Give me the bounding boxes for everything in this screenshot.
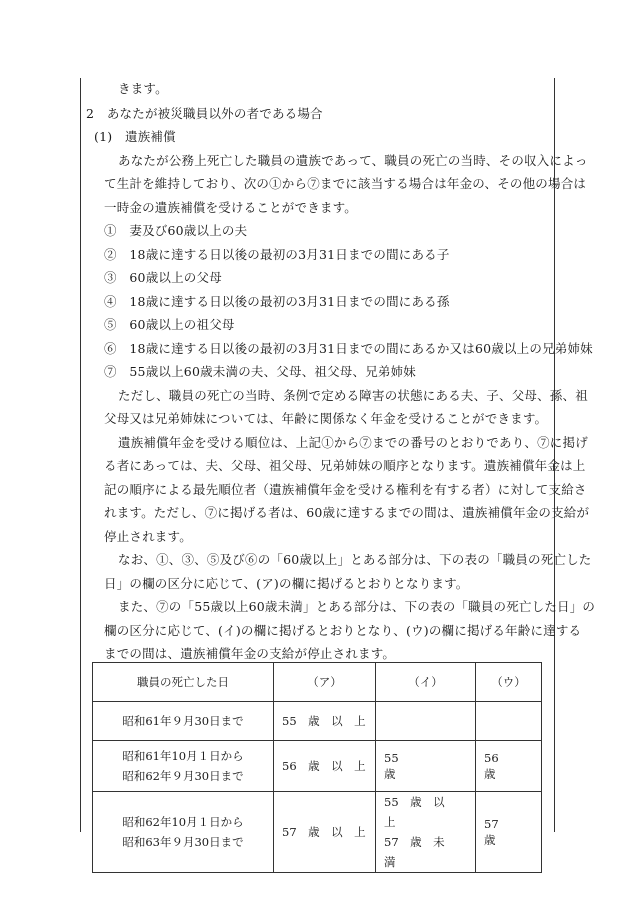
list-item: ⑥ 18歳に達する日以後の最初の3月31日までの間にあるか又は60歳以上の兄弟姉妹 bbox=[104, 341, 593, 356]
text-line: あなたが公務上死亡した職員の遺族であって、職員の死亡の当時、その収入によっ bbox=[118, 153, 588, 168]
table-cell-a: 55 歳 以 上 bbox=[274, 702, 376, 741]
list-item: ⑤ 60歳以上の祖父母 bbox=[104, 317, 235, 332]
section-heading: 2 あなたが被災職員以外の者である場合 bbox=[86, 106, 323, 121]
text-line: ただし、職員の死亡の当時、条例で定める障害の状態にある夫、子、父母、孫、祖 bbox=[118, 388, 588, 403]
text-line: 遺族補償年金を受ける順位は、上記①から⑦までの番号のとおりであり、⑦に掲げ bbox=[118, 435, 588, 450]
text-line: 停止されます。 bbox=[104, 529, 192, 544]
list-item: ③ 60歳以上の父母 bbox=[104, 270, 222, 285]
text-line: る者にあっては、夫、父母、祖父母、兄弟姉妹の順序となります。遺族補償年金は上 bbox=[104, 458, 586, 473]
table-cell-c bbox=[476, 702, 542, 741]
table-cell-date bbox=[93, 741, 274, 792]
list-item: ⑦ 55歳以上60歳未満の夫、父母、祖父母、兄弟姉妹 bbox=[104, 364, 417, 379]
table-cell-a: 57 歳 以 上 bbox=[274, 792, 376, 873]
age-table bbox=[92, 662, 542, 873]
table-header: （ア） bbox=[274, 663, 376, 702]
text-line: れます。ただし、⑦に掲げる者は、60歳に達するまでの間は、遺族補償年金の支給が bbox=[104, 505, 590, 520]
age-range-upper: 57 歳 未 満 bbox=[384, 835, 457, 869]
table-header: （ウ） bbox=[476, 663, 542, 702]
text-line: また、⑦の「55歳以上60歳未満」とある部分は、下の表の「職員の死亡した日」の bbox=[118, 599, 596, 614]
table-row bbox=[93, 741, 542, 792]
table-cell-date: 昭和61年９月30日まで bbox=[93, 702, 274, 741]
list-item: ④ 18歳に達する日以後の最初の3月31日までの間にある孫 bbox=[104, 294, 450, 309]
table-cell-date bbox=[93, 792, 274, 873]
list-item: ② 18歳に達する日以後の最初の3月31日までの間にある子 bbox=[104, 247, 450, 262]
table-cell-b bbox=[376, 702, 476, 741]
text-line: までの間は、遺族補償年金の支給が停止されます。 bbox=[104, 646, 396, 661]
text-line: 父母又は兄弟姉妹については、年齢に関係なく年金を受けることができます。 bbox=[104, 411, 548, 426]
table-header: （イ） bbox=[376, 663, 476, 702]
date-from: 昭和62年10月１日から bbox=[122, 815, 244, 829]
table-cell-c: 57 歳 bbox=[476, 792, 542, 873]
date-to: 昭和63年９月30日まで bbox=[122, 835, 244, 849]
text-line: 一時金の遺族補償を受けることができます。 bbox=[104, 200, 358, 215]
text-line: 欄の区分に応じて、(イ)の欄に掲げるとおりとなり、(ウ)の欄に掲げる年齢に達する bbox=[104, 623, 582, 638]
table-cell-b bbox=[376, 792, 476, 873]
table-cell-b: 55 歳 bbox=[376, 741, 476, 792]
text-line: きます。 bbox=[118, 81, 168, 96]
table-row bbox=[93, 702, 542, 741]
table-header-row bbox=[93, 663, 542, 702]
subsection-heading: (1) 遺族補償 bbox=[94, 129, 176, 144]
age-range-lower: 55 歳 以 上 bbox=[384, 795, 457, 829]
text-line: なお、①、③、⑤及び⑥の「60歳以上」とある部分は、下の表の「職員の死亡した bbox=[118, 552, 592, 567]
table-row bbox=[93, 792, 542, 873]
table-header: 職員の死亡した日 bbox=[93, 663, 274, 702]
text-line: て生計を維持しており、次の①から⑦までに該当する場合は年金の、その他の場合は bbox=[104, 176, 587, 191]
date-from: 昭和61年10月１日から bbox=[122, 749, 244, 763]
table-cell-c: 56 歳 bbox=[476, 741, 542, 792]
text-line: 日」の欄の区分に応じて、(ア)の欄に掲げるとおりとなります。 bbox=[104, 576, 469, 591]
table-cell-a: 56 歳 以 上 bbox=[274, 741, 376, 792]
date-to: 昭和62年９月30日まで bbox=[122, 769, 244, 783]
text-line: 記の順序による最先順位者（遺族補償年金を受ける権利を有する者）に対して支給さ bbox=[104, 482, 587, 497]
list-item: ① 妻及び60歳以上の夫 bbox=[104, 223, 248, 238]
